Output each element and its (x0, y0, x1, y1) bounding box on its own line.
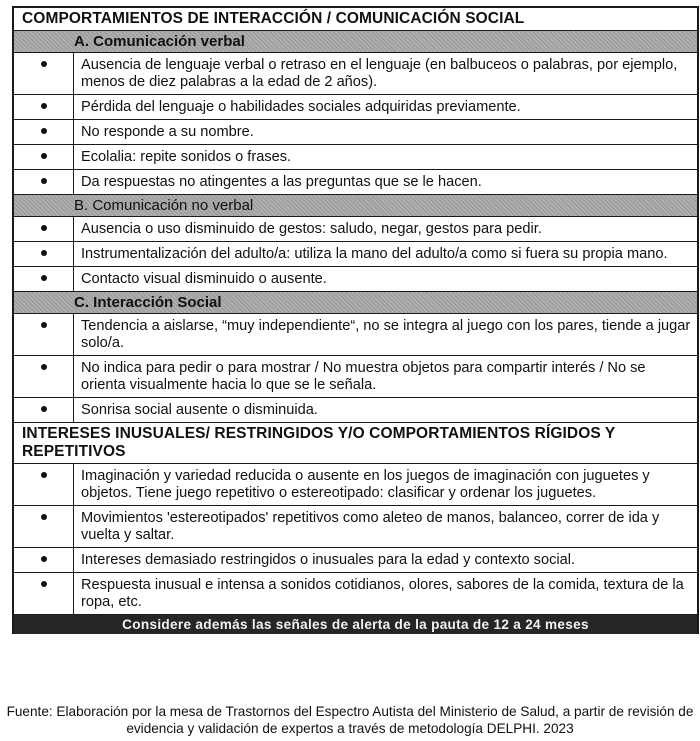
item-text: No responde a su nombre. (81, 124, 254, 140)
bullet-icon (14, 53, 74, 94)
item-text: Respuesta inusual e intensa a sonidos cotidianos, olores, sabores de la comida, textura de la ropa, etc. (81, 577, 684, 610)
bullet-icon (14, 464, 74, 505)
list-item (14, 170, 697, 195)
bullet-icon (14, 548, 74, 572)
list-item (14, 548, 697, 573)
group-title-social-interaction: C. Interacción Social (14, 292, 697, 314)
list-item (14, 464, 697, 506)
item-text: Ausencia de lenguaje verbal o retraso en el lenguaje (en balbuceos o palabras, por ejemplo, menos de diez palabras a la edad de 2 años). (81, 57, 678, 90)
list-item (14, 314, 697, 356)
bullet-icon (14, 356, 74, 397)
bullet-icon (14, 95, 74, 119)
bullet-icon (14, 145, 74, 169)
footer-note: Considere además las señales de alerta de la pauta de 12 a 24 meses (14, 615, 697, 634)
item-text: Tendencia a aislarse, “muy independiente“, no se integra al juego con los pares, tiende a jugar solo/a. (81, 318, 691, 351)
item-text: Imaginación y variedad reducida o ausente en los juegos de imaginación con juguetes y objetos. Tiene juego repetitivo o estereotipado: clasificar y ordenar los juguetes. (81, 468, 650, 501)
bullet-icon (14, 120, 74, 144)
group-title-nonverbal: B. Comunicación no verbal (14, 195, 697, 217)
list-item (14, 242, 697, 267)
section-title-interests: INTERESES INUSUALES/ RESTRINGIDOS Y/O COMPORTAMIENTOS RÍGIDOS Y REPETITIVOS (14, 423, 697, 464)
bullet-icon (14, 170, 74, 194)
list-item (14, 573, 697, 615)
section-title-social: COMPORTAMIENTOS DE INTERACCIÓN / COMUNICACIÓN SOCIAL (14, 8, 697, 31)
list-item (14, 53, 697, 95)
bullet-icon (14, 242, 74, 266)
item-text: Intereses demasiado restringidos o inusuales para la edad y contexto social. (81, 552, 576, 568)
item-text: Da respuestas no atingentes a las preguntas que se le hacen. (81, 174, 482, 190)
bullet-icon (14, 267, 74, 291)
group-title-verbal: A. Comunicación verbal (14, 31, 697, 53)
criteria-table (12, 6, 699, 634)
bullet-icon (14, 506, 74, 547)
item-text: Sonrisa social ausente o disminuida. (81, 402, 318, 418)
list-item (14, 398, 697, 423)
item-text: Ausencia o uso disminuido de gestos: saludo, negar, gestos para pedir. (81, 221, 542, 237)
item-text: Pérdida del lenguaje o habilidades sociales adquiridas previamente. (81, 99, 521, 115)
list-item (14, 120, 697, 145)
bullet-icon (14, 573, 74, 614)
list-item (14, 267, 697, 292)
bullet-icon (14, 314, 74, 355)
list-item (14, 145, 697, 170)
item-text: Instrumentalización del adulto/a: utiliza la mano del adulto/a como si fuera su propia mano. (81, 246, 668, 262)
bullet-icon (14, 398, 74, 422)
item-text: Contacto visual disminuido o ausente. (81, 271, 327, 287)
list-item (14, 356, 697, 398)
item-text: Movimientos 'estereotipados' repetitivos como aleteo de manos, balanceo, correr de ida y vuelta y saltar. (81, 510, 660, 543)
item-text: No indica para pedir o para mostrar / No muestra objetos para compartir interés / No se orienta visualmente hacia lo que se le señala. (81, 360, 646, 393)
source-note: Fuente: Elaboración por la mesa de Trastornos del Espectro Autista del Ministerio de Salud, a partir de revisión de evidencia y validación de expertos a través de metodología DELPHI. 2023 (6, 704, 694, 736)
list-item (14, 506, 697, 548)
item-text: Ecolalia: repite sonidos o frases. (81, 149, 292, 165)
list-item (14, 95, 697, 120)
bullet-icon (14, 217, 74, 241)
list-item (14, 217, 697, 242)
